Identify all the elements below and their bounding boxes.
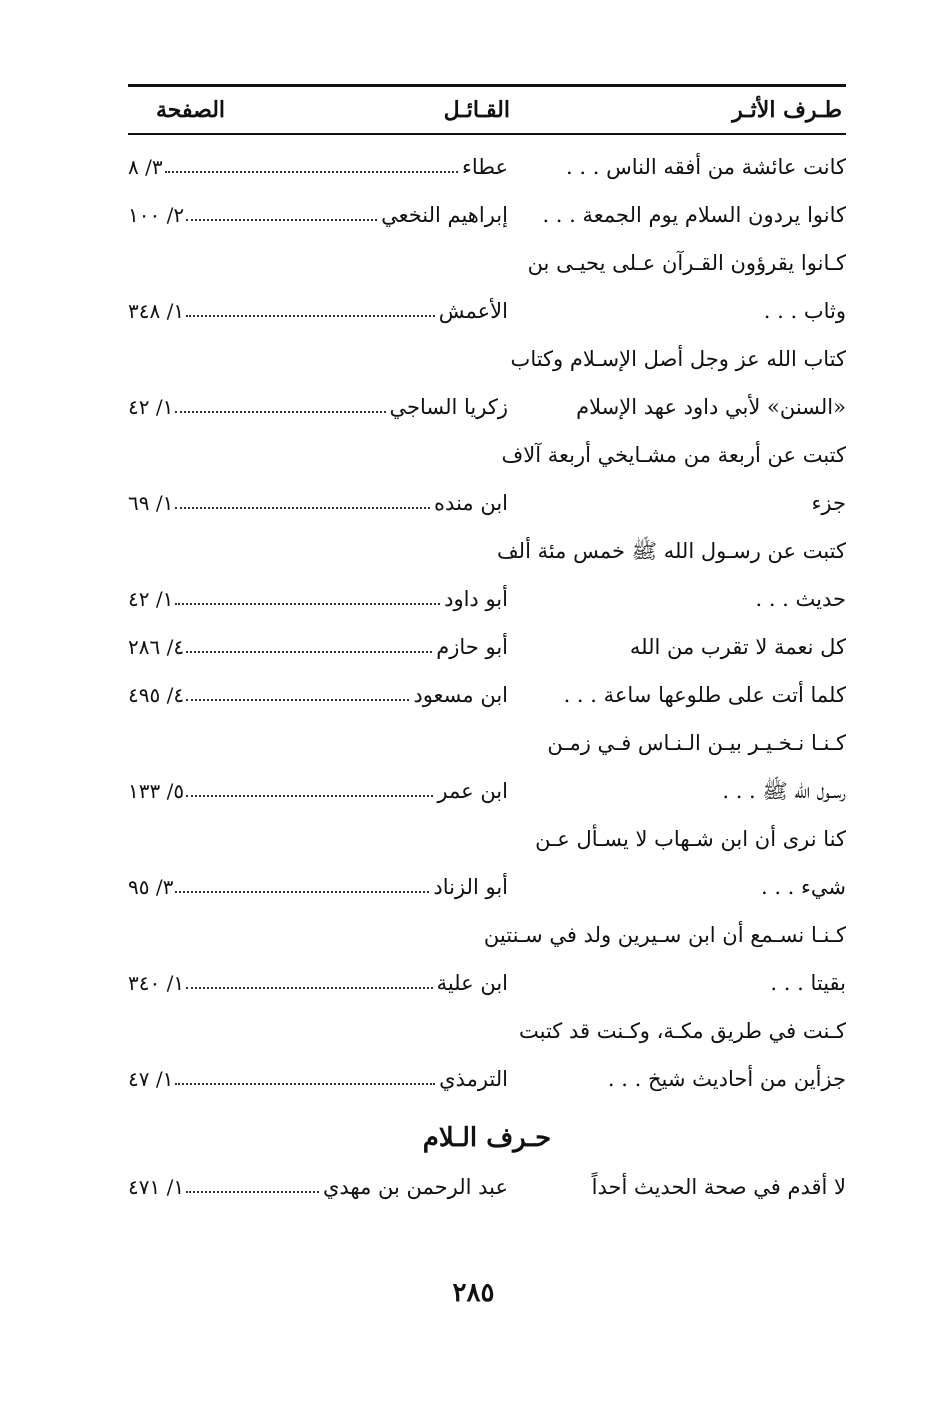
entry-athar [524, 191, 846, 239]
index-entry [128, 191, 846, 239]
entry-reference [128, 623, 508, 671]
dot-leader [186, 987, 432, 989]
index-page [128, 84, 846, 1211]
header-qail: القـائـل [443, 97, 510, 123]
index-entry [128, 623, 846, 671]
entry-qail: زكريا الساجي [389, 395, 508, 419]
entry-athar [501, 431, 846, 527]
section-title-lam: حـرف الـلام [422, 1123, 552, 1153]
entry-page: ٤/ ٢٨٦ [128, 635, 185, 659]
dot-leader [175, 411, 385, 413]
dot-leader [175, 603, 440, 605]
entry-athar [483, 911, 846, 1007]
entries-list [128, 143, 846, 1103]
index-entry [128, 431, 846, 527]
entry-qail: الترمذي [439, 1067, 508, 1091]
index-entry [128, 143, 846, 191]
index-entry [128, 527, 846, 623]
dot-leader [186, 219, 377, 221]
entry-qail: ابن علية [436, 971, 508, 995]
dot-leader [186, 651, 432, 653]
entry-athar-line: بقيتا . . . [770, 971, 846, 995]
entry-athar-line: كل نعمة لا تقرب من الله [629, 635, 846, 659]
entry-athar [524, 623, 846, 671]
index-entry [128, 911, 846, 1007]
entry-page: ٤/ ٤٩٥ [128, 683, 185, 707]
entry-reference [128, 479, 508, 527]
entry-reference [128, 287, 508, 335]
entry-reference [128, 143, 508, 191]
page-number: ٢٨٥ [452, 1278, 495, 1308]
entry-reference [128, 191, 508, 239]
index-entry [128, 1007, 846, 1103]
header-athar: طـرف الأثـر [732, 97, 842, 123]
entry-athar-line: لا أقدم في صحة الحديث أحداً [591, 1175, 846, 1199]
entry-reference [128, 767, 508, 815]
entry-athar-line: جزء [811, 491, 846, 515]
entry-page: ١/ ٦٩ [128, 491, 174, 515]
entry-reference [128, 1055, 508, 1103]
dot-leader [165, 171, 458, 173]
entries-list-lam [128, 1163, 846, 1211]
entry-athar-line: كـنـا نـخـيـر بيـن الـنـاس فـي زمـن [547, 731, 846, 755]
header-page: الصفحة [156, 97, 226, 123]
entry-qail: أبو داود [444, 587, 508, 611]
entry-athar [524, 815, 846, 911]
entry-athar-line: شيء . . . [760, 875, 846, 899]
entry-athar-line: كتبت عن رسـول الله ﷺ خمس مئة ألف [496, 539, 846, 563]
entry-page: ١/ ٤٢ [128, 395, 174, 419]
entry-athar-line: كتبت عن أربعة من مشـايخي أربعة آلاف [501, 443, 846, 467]
index-entry [128, 239, 846, 335]
entry-athar [496, 527, 846, 623]
dot-leader [175, 507, 430, 509]
entry-athar-line: كتاب الله عز وجل أصل الإسـلام وكتاب [510, 347, 846, 371]
entry-qail: عبد الرحمن بن مهدي [322, 1175, 508, 1199]
entry-qail: أبو حازم [436, 635, 508, 659]
dot-leader [186, 1191, 319, 1193]
entry-athar [524, 143, 846, 191]
entry-page: ٣/ ٨ [128, 155, 163, 179]
entry-qail: إبراهيم النخعي [381, 203, 508, 227]
index-entry [128, 1163, 846, 1211]
entry-qail: عطاء [461, 155, 508, 179]
entry-page: ١/ ٤٧١ [128, 1175, 185, 1199]
entry-athar [524, 239, 846, 335]
entry-page: ١/ ٣٤٠ [128, 971, 185, 995]
entry-reference [128, 671, 508, 719]
entry-page: ١/ ٣٤٨ [128, 299, 185, 323]
entry-athar-line: رسـول الله ﷺ . . . [722, 779, 846, 803]
table-header [128, 87, 846, 133]
entry-athar-line: كـنت في طريق مكـة، وكـنت قد كتبت [519, 1019, 846, 1043]
entry-qail: أبو الزناد [433, 875, 508, 899]
entry-athar-line: وثاب . . . [763, 299, 846, 323]
entry-qail: ابن منده [434, 491, 508, 515]
header-rule [128, 133, 846, 135]
entry-athar [524, 719, 846, 815]
entry-qail: ابن عمر [437, 779, 508, 803]
entry-athar-line: كـانوا يقرؤون القـرآن عـلى يحيـى بن [527, 251, 846, 275]
entry-athar-line: كنا نرى أن ابن شـهاب لا يسـأل عـن [535, 827, 846, 851]
entry-reference [128, 863, 508, 911]
entry-page: ١/ ٤٧ [128, 1067, 174, 1091]
entry-athar-line: كـنـا نسـمع أن ابن سـيرين ولد في سـنتين [483, 923, 846, 947]
entry-athar-line: حديث . . . [755, 587, 846, 611]
entry-qail: الأعمش [438, 299, 508, 323]
entry-athar [519, 1007, 846, 1103]
dot-leader [186, 795, 433, 797]
entry-athar [524, 671, 846, 719]
dot-leader [186, 315, 435, 317]
entry-page: ٣/ ٩٥ [128, 875, 174, 899]
entry-qail: ابن مسعود [413, 683, 508, 707]
entry-athar-line: كانت عائشة من أفقه الناس . . . [566, 155, 846, 179]
index-entry [128, 671, 846, 719]
entry-athar [524, 1163, 846, 1211]
entry-athar [510, 335, 846, 431]
entry-athar-line: كانوا يردون السلام يوم الجمعة . . . [542, 203, 846, 227]
dot-leader [175, 891, 429, 893]
index-entry [128, 335, 846, 431]
entry-athar-line: «السنن» لأبي داود عهد الإسلام [576, 395, 846, 419]
entry-page: ٢/ ١٠٠ [128, 203, 185, 227]
entry-athar-line: كلما أتت على طلوعها ساعة . . . [563, 683, 846, 707]
entry-reference [128, 575, 508, 623]
entry-reference [128, 383, 508, 431]
entry-reference [128, 959, 508, 1007]
entry-page: ١/ ٤٢ [128, 587, 174, 611]
index-entry [128, 815, 846, 911]
dot-leader [175, 1083, 435, 1085]
index-entry [128, 719, 846, 815]
entry-athar-line: جزأين من أحاديث شيخ . . . [607, 1067, 846, 1091]
dot-leader [186, 699, 409, 701]
entry-page: ٥/ ١٣٣ [128, 779, 185, 803]
entry-reference [128, 1163, 508, 1211]
